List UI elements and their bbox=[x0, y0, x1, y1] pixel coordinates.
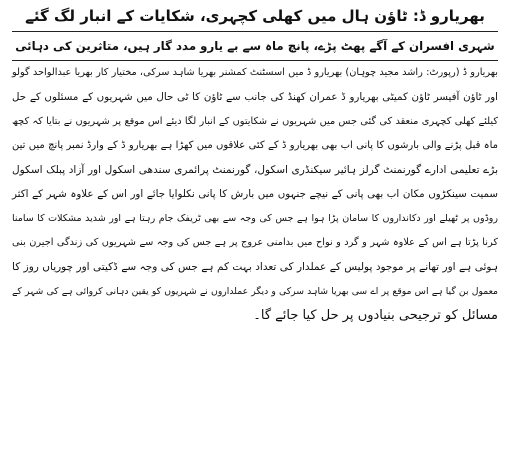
body-line: معمول بن گیا ہے اس موقع پر اے سی بھریا شاہد سرکی و دیگر عملداروں نے شہریوں کو یقین دہانی کروائی ہے کی شہر کے bbox=[12, 285, 498, 297]
body-line: ہوئی ہے اور تھانے پر موجود پولیس کے عملدار کی تعداد بہت کم ہے جس کی وجہ سے ڈکیتی اور چوریاں روز کا bbox=[12, 261, 498, 274]
body-line: کیلئے کھلی کچہری منعقد کی گئی جس میں شہریوں نے شکایتوں کے انبار لگا دیئے اس موقع پر شہریوں نے بتایا کہ کچھ bbox=[12, 115, 498, 127]
body-line: اور ٹاؤن آفیسر ٹاؤن کمیٹی بھریارو ڈ عمران کھنڈ کی جانب سے ٹاؤن کا ٹی حال میں شہریوں کے مسئلوں کے حل bbox=[12, 91, 498, 104]
body-line: سمیت سینکڑوں مکان اب بھی پانی کے نیچے جنہوں میں بارش کا پانی نکلوایا جائے اور اس کے علاوہ شہر کے اکثر bbox=[12, 188, 498, 201]
body-line: روڈوں پر ٹھیلے اور دکانداروں کا سامان پڑا ہوا ہے جس کی وجہ سے بھی ٹریفک جام رہتا ہے اور شدید مشکلات کا سامنا bbox=[12, 212, 498, 224]
body-line: بھریارو ڈ (رپورٹ: راشد مجید چوہان) بھریارو ڈ میں اسسٹنٹ کمشنر بھریا شاہد سرکی، مختیار کار بھریا عبدالواحد گولو bbox=[12, 67, 498, 78]
body-line: بڑے تعلیمی ادارے گورنمنٹ گرلز ہائیر سیکنڈری اسکول، گورنمنٹ پرائمری سندھی اسکول اور آزاد پبلک اسکول bbox=[12, 164, 498, 177]
article-body bbox=[12, 61, 498, 328]
body-line: مسائل کو ترجیحی بنیادوں پر حل کیا جائے گا۔ bbox=[253, 307, 498, 323]
body-line: کرنا پڑتا ہے اس کے علاوہ شہر و گرد و نواح میں بدامنی عروج پر ہے جس کی وجہ سے شہریوں کی زندگی اجیرن بنی bbox=[12, 237, 498, 249]
body-line: ماہ قبل پڑنے والی بارشوں کا پانی اب بھی بھریارو ڈ کے کئی علاقوں میں کھڑا ہے بھریارو ڈ کے وارڈ نمبر پانچ میں تین bbox=[12, 139, 498, 151]
headline-sub: شہری افسران کے آگے پھٹ پڑے، پانچ ماہ سے بے یارو مدد گار ہیں، متاثرین کی دہائی bbox=[12, 31, 498, 61]
headline-main: بھریارو ڈ: ٹاؤن ہال میں کھلی کچہری، شکایات کے انبار لگ گئے bbox=[25, 7, 485, 25]
